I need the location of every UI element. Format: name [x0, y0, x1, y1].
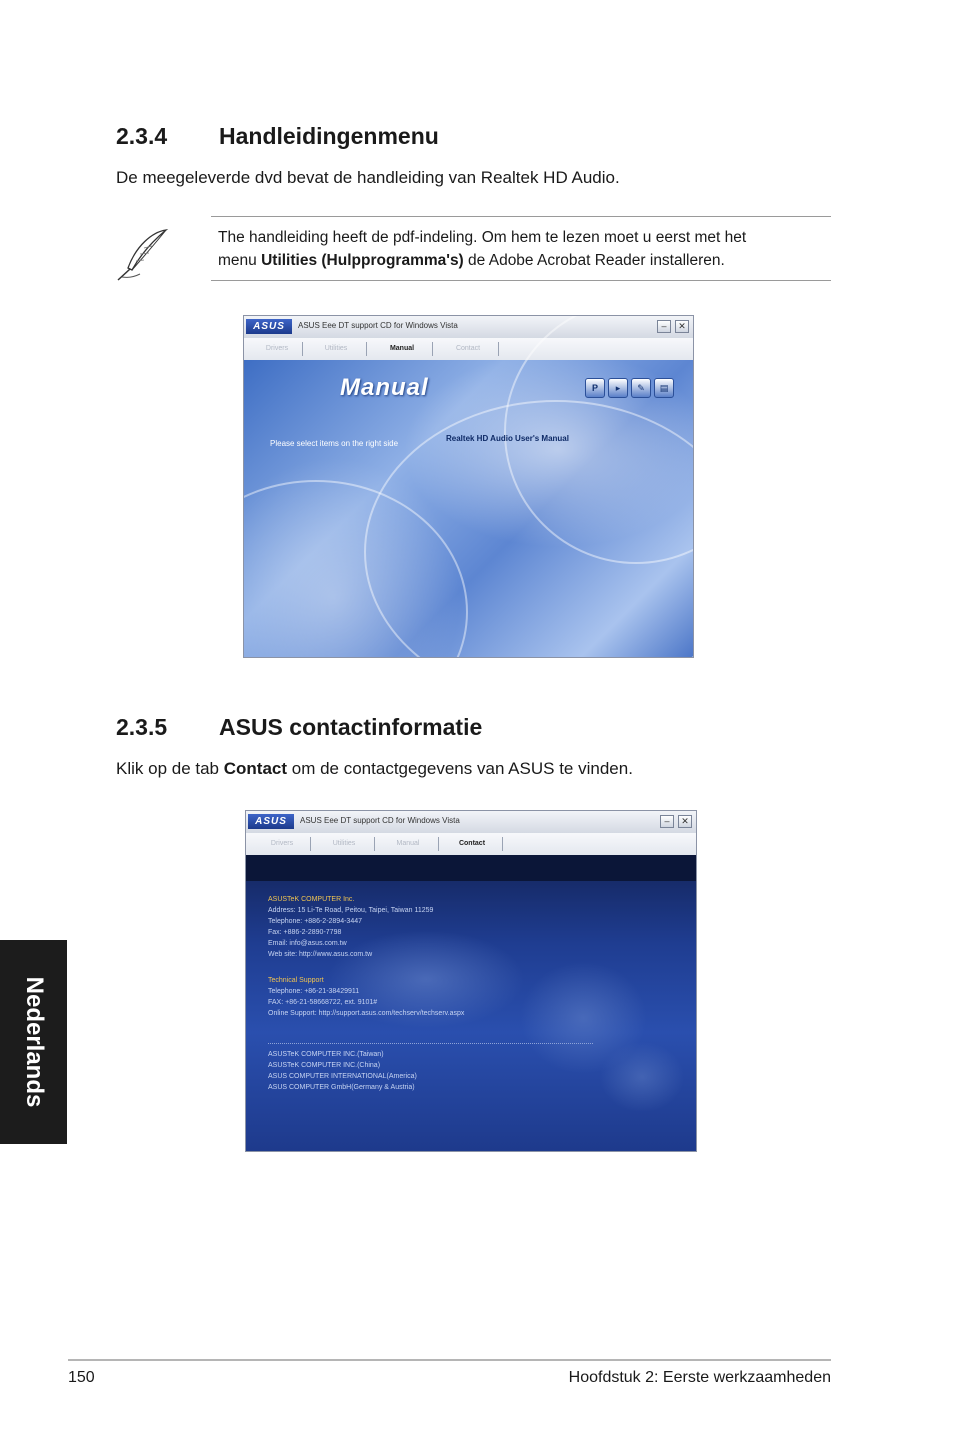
instruction-text: Please select items on the right side — [270, 439, 399, 448]
language-side-tab — [0, 940, 67, 1144]
tab-drivers[interactable]: Drivers — [254, 837, 311, 851]
close-icon[interactable]: ✕ — [675, 320, 689, 333]
manual-panel — [244, 360, 693, 657]
tab-bar — [246, 833, 696, 856]
language-label: Nederlands — [21, 976, 48, 1108]
realtek-manual-link[interactable]: Realtek HD Audio User's Manual — [446, 434, 569, 443]
section-title: Handleidingenmenu — [219, 123, 439, 149]
tab-utilities[interactable]: Utilities — [306, 342, 367, 356]
website-line: Web site: http://www.asus.com.tw — [268, 951, 373, 958]
contact-window-screenshot — [245, 810, 697, 1152]
note-line-2-suffix: de Adobe Acrobat Reader installeren. — [463, 252, 725, 269]
section-title: ASUS contactinformatie — [219, 714, 483, 740]
email-line: Email: info@asus.com.tw — [268, 940, 347, 947]
tab-contact[interactable]: Contact — [442, 837, 503, 851]
region-link[interactable]: ASUSTeK COMPUTER INC.(Taiwan) — [268, 1051, 384, 1058]
region-link[interactable]: ASUSTeK COMPUTER INC.(China) — [268, 1062, 381, 1069]
manual-window-screenshot — [243, 315, 694, 658]
edit-icon[interactable]: ✎ — [631, 378, 651, 398]
page-number: 150 — [68, 1369, 95, 1386]
tab-manual[interactable]: Manual — [372, 342, 433, 356]
section-intro — [116, 759, 633, 779]
section-number: 2.3.5 — [116, 714, 168, 740]
contact-header-band — [246, 855, 696, 881]
region-link[interactable]: ASUS COMPUTER GmbH(Germany & Austria) — [268, 1084, 415, 1091]
close-icon[interactable]: ✕ — [678, 815, 692, 828]
window-title: ASUS Eee DT support CD for Windows Vista — [298, 321, 458, 330]
support-heading: Technical Support — [268, 977, 324, 984]
telephone-line: Telephone: +886-2-2894-3447 — [268, 918, 362, 925]
tab-manual[interactable]: Manual — [378, 837, 439, 851]
company-name: ASUSTeK COMPUTER Inc. — [268, 896, 355, 903]
folder-icon[interactable]: ▸ — [608, 378, 628, 398]
pdf-icon[interactable]: P — [585, 378, 605, 398]
tab-drivers[interactable]: Drivers — [252, 342, 303, 356]
address-line: Address: 15 Li-Te Road, Peitou, Taipei, Taiwan 11259 — [268, 907, 434, 914]
chapter-title: Hoofdstuk 2: Eerste werkzaamheden — [568, 1369, 831, 1386]
section-heading-contact — [116, 714, 482, 741]
asus-logo: ASUS — [248, 814, 294, 829]
fax-line: Fax: +886-2-2890-7798 — [268, 929, 342, 936]
feather-icon — [114, 224, 172, 284]
note-utilities-menu: Utilities (Hulpprogramma's) — [261, 252, 464, 269]
intro-contact-tab: Contact — [223, 759, 288, 778]
section-heading-manual — [116, 123, 439, 150]
title-bar — [246, 811, 696, 834]
manual-heading: Manual — [340, 374, 429, 401]
intro-prefix: Klik op de tab — [116, 759, 224, 778]
minimize-button[interactable]: – — [660, 815, 674, 828]
tab-utilities[interactable]: Utilities — [314, 837, 375, 851]
contact-panel — [246, 855, 696, 1151]
section-number: 2.3.4 — [116, 123, 168, 149]
intro-suffix: om de contactgegevens van ASUS te vinden. — [287, 759, 633, 778]
support-fax-line: FAX: +86-21-58668722, ext. 9101# — [268, 999, 378, 1006]
minimize-button[interactable]: – — [657, 320, 671, 333]
region-link[interactable]: ASUS COMPUTER INTERNATIONAL(America) — [268, 1073, 417, 1080]
note-line-1: The handleiding heeft de pdf-indeling. Om hem te lezen moet u eerst met het — [218, 229, 747, 246]
window-title: ASUS Eee DT support CD for Windows Vista — [300, 816, 460, 825]
section-intro: De meegeleverde dvd bevat de handleiding van Realtek HD Audio. — [116, 168, 620, 187]
support-online-link[interactable]: Online Support: http://support.asus.com/techserv/techserv.aspx — [268, 1010, 465, 1017]
tab-contact[interactable]: Contact — [438, 342, 499, 356]
support-telephone-line: Telephone: +86-21-38429911 — [268, 988, 360, 995]
divider — [268, 1043, 593, 1044]
note-line-2-prefix: menu — [218, 252, 262, 269]
asus-logo: ASUS — [246, 319, 292, 334]
note-box — [211, 216, 831, 281]
footer-divider — [68, 1359, 831, 1361]
trash-icon[interactable]: ▤ — [654, 378, 674, 398]
